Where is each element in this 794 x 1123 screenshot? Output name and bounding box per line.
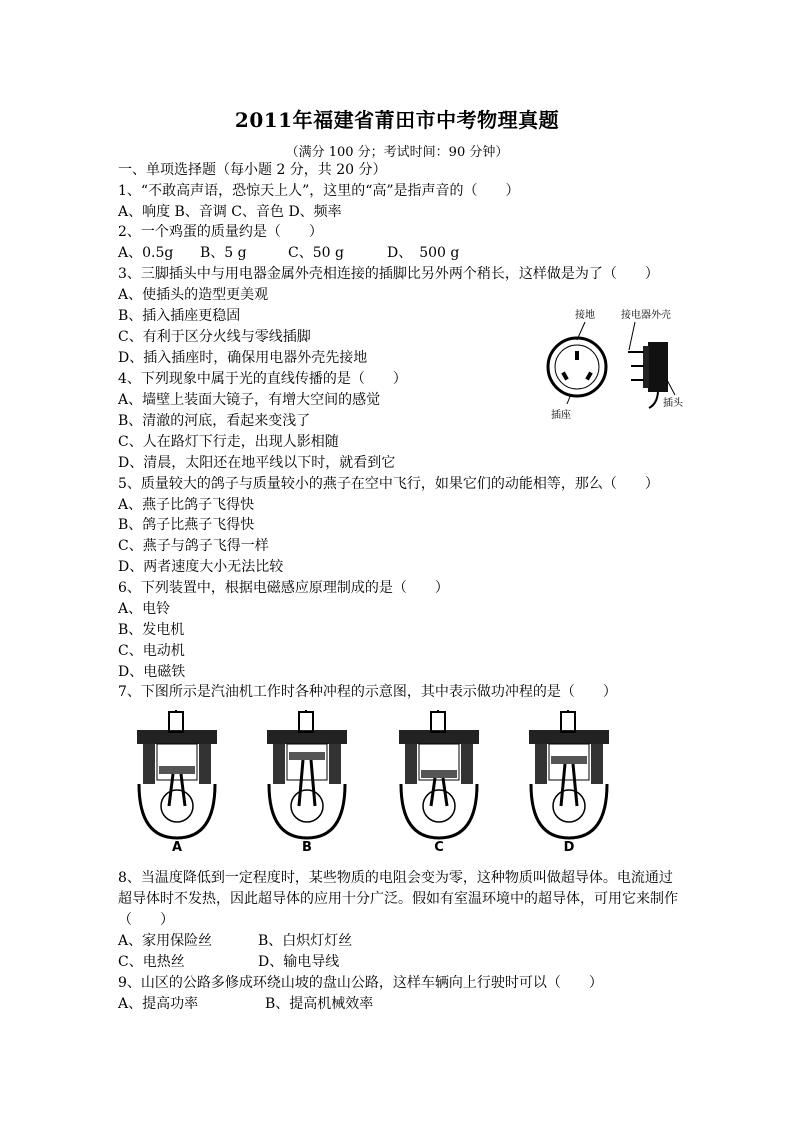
page-title: 2011年福建省莆田市中考物理真题 bbox=[234, 108, 560, 132]
question-3-option-b: B、插入插座更稳固 bbox=[118, 308, 241, 324]
question-8-stem: 8、当温度降低到一定程度时，某些物质的电阻会变为零，这种物质叫做超导体。电流通过超导体时不发热，因此超导体的应用十分广泛。假如有室温环境中的超导体，可用它来制作（ ） bbox=[118, 870, 678, 928]
engine-label-a: A bbox=[171, 840, 183, 855]
question-8-option-d: D、输电导线 bbox=[258, 954, 340, 970]
question-4-option-b: B、清澈的河底，看起来变浅了 bbox=[118, 413, 311, 429]
question-4-option-c: C、人在路灯下行走，出现人影相随 bbox=[118, 434, 339, 450]
question-9-option-a: A、提高功率 bbox=[118, 996, 199, 1012]
question-5-option-b: B、鸽子比燕子飞得快 bbox=[118, 517, 255, 533]
question-3-stem: 3、三脚插头中与用电器金属外壳相连接的插脚比另外两个稍长，这样做是为了（ ） bbox=[118, 266, 659, 282]
question-3-option-a: A、使插头的造型更美观 bbox=[118, 287, 269, 303]
label-socket: 插座 bbox=[551, 410, 571, 421]
question-6-option-b: B、发电机 bbox=[118, 622, 185, 638]
question-2-option-a: A、0.5g bbox=[118, 245, 174, 261]
label-appliance-shell: 接电器外壳 bbox=[621, 310, 671, 321]
section-heading: 一、单项选择题（每小题 2 分，共 20 分） bbox=[118, 162, 387, 178]
question-5-option-d: D、两者速度大小无法比较 bbox=[118, 559, 284, 575]
engine-label-b: B bbox=[302, 840, 312, 855]
engine-diagram-b bbox=[259, 710, 355, 858]
question-5-option-a: A、燕子比鸽子飞得快 bbox=[118, 497, 255, 513]
question-5-option-c: C、燕子与鸽子飞得一样 bbox=[118, 538, 269, 554]
question-8-option-a: A、家用保险丝 bbox=[118, 933, 213, 949]
label-plug: 插头 bbox=[663, 398, 683, 409]
question-2-stem: 2、一个鸡蛋的质量约是（ ） bbox=[118, 224, 323, 240]
question-2-option-c: C、50 g bbox=[288, 245, 344, 261]
engine-strokes-figure bbox=[125, 710, 625, 860]
question-1-stem: 1、“不敢高声语，恐惊天上人”，这里的“高”是指声音的（ ） bbox=[118, 183, 520, 199]
question-9-option-b: B、提高机械效率 bbox=[265, 996, 374, 1012]
socket-plug-figure bbox=[545, 300, 695, 422]
question-5-stem: 5、质量较大的鸽子与质量较小的燕子在空中飞行，如果它们的动能相等，那么（ ） bbox=[118, 476, 659, 492]
question-2-option-d: D、 500 g bbox=[387, 245, 460, 261]
question-6-option-d: D、电磁铁 bbox=[118, 664, 186, 680]
question-3-option-c: C、有利于区分火线与零线插脚 bbox=[118, 329, 311, 345]
engine-diagram-d bbox=[521, 710, 617, 858]
engine-diagram-c bbox=[391, 710, 487, 858]
question-8-option-c: C、电热丝 bbox=[118, 954, 185, 970]
question-2-option-b: B、5 g bbox=[200, 245, 247, 261]
question-8-option-b: B、白炽灯灯丝 bbox=[258, 933, 353, 949]
question-1-options: A、响度 B、音调 C、音色 D、频率 bbox=[118, 204, 342, 220]
question-7-stem: 7、下图所示是汽油机工作时各种冲程的示意图，其中表示做功冲程的是（ ） bbox=[118, 684, 617, 700]
question-4-option-a: A、墙壁上装面大镜子，有增大空间的感觉 bbox=[118, 392, 381, 408]
engine-label-c: C bbox=[434, 840, 444, 855]
question-9-stem: 9、山区的公路多修成环绕山坡的盘山公路，这样车辆向上行驶时可以（ ） bbox=[118, 975, 603, 991]
question-4-option-d: D、清晨，太阳还在地平线以下时，就看到它 bbox=[118, 455, 396, 471]
engine-label-d: D bbox=[563, 840, 575, 855]
question-6-stem: 6、下列装置中，根据电磁感应原理制成的是（ ） bbox=[118, 580, 449, 596]
question-6-option-a: A、电铃 bbox=[118, 601, 171, 617]
question-3-option-d: D、插入插座时，确保用电器外壳先接地 bbox=[118, 350, 368, 366]
question-4-stem: 4、下列现象中属于光的直线传播的是（ ） bbox=[118, 371, 407, 387]
page-subtitle: （满分 100 分；考试时间：90 分钟） bbox=[285, 145, 509, 160]
question-6-option-c: C、电动机 bbox=[118, 643, 185, 659]
label-ground: 接地 bbox=[575, 310, 595, 321]
engine-diagram-a bbox=[129, 710, 225, 858]
